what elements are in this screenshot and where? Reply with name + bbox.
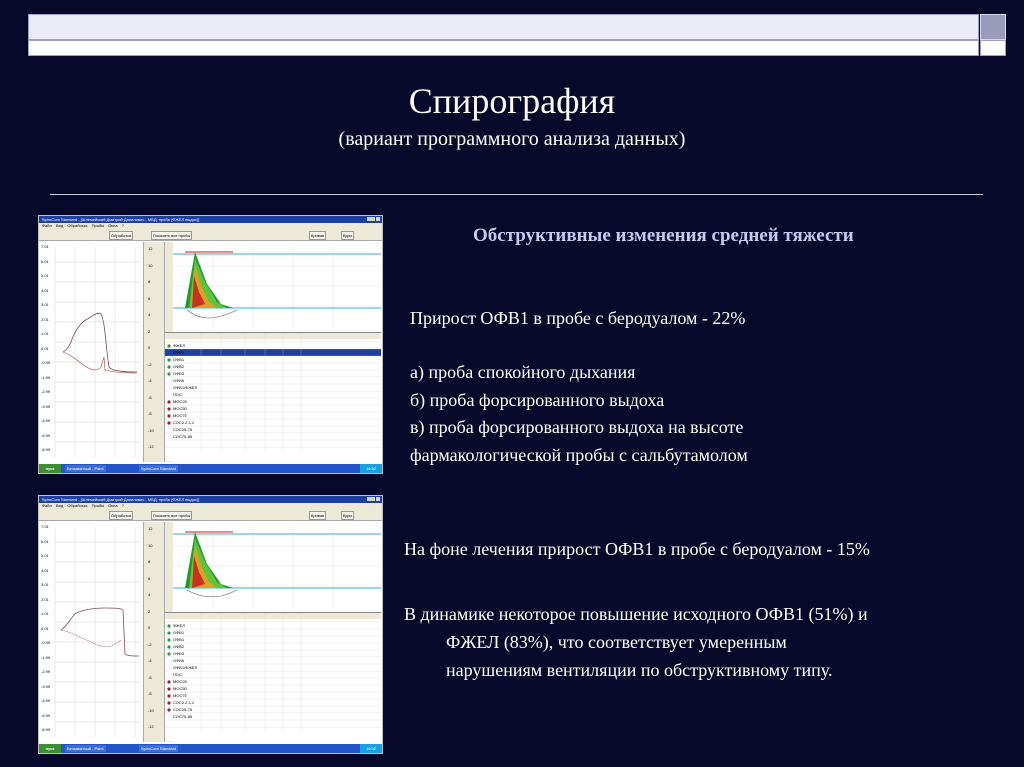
parameter-row-label: СОС0.2-1.2: [173, 700, 195, 705]
phase-select[interactable]: Вдох: [343, 513, 353, 518]
flow-tick-label: -2: [148, 641, 152, 647]
volume-tick-label: 3.01: [41, 302, 49, 307]
flow-tick-label: -6: [148, 674, 152, 680]
parameter-row-label: ОФВ1: [173, 350, 185, 355]
volume-tick-label: -0.99: [41, 640, 51, 645]
flow-tick-label: -10: [148, 707, 154, 713]
flow-tick-label: -4: [148, 658, 152, 663]
volume-time-chart: [41, 522, 143, 742]
parameter-row-label: ОФВ1: [173, 637, 185, 642]
flow-tick-label: -4: [148, 378, 152, 383]
flow-axis: [143, 522, 165, 742]
flow-tick-label: 10: [148, 542, 153, 548]
spirocom-screenshot-2: [38, 495, 383, 754]
flow-tick-label: 12: [148, 246, 153, 251]
menu-process[interactable]: Обработка: [67, 223, 88, 228]
list-item-c-continued: фармакологической пробы с сальбутамолом: [410, 445, 748, 465]
flow-volume-plot: [173, 526, 381, 608]
volume-tick-label: 0.01: [41, 625, 49, 631]
parameter-row-label: ОФВ1/ФЖЕЛ: [173, 665, 198, 670]
parameter-row-label: МОС75: [173, 693, 187, 698]
list-item-b: б) проба форсированного выдоха: [410, 390, 665, 410]
volume-tick-label: 7.01: [41, 524, 49, 529]
parameters-grid: [165, 613, 381, 741]
window-controls: [366, 497, 380, 502]
parameter-row-label: СОС25-75: [173, 427, 193, 432]
volume-tick-label: -0.99: [41, 360, 51, 365]
taskbar-spirocom[interactable]: SpiroCom Standard: [141, 746, 177, 751]
top-decor-bar-lower: [28, 40, 979, 56]
phase-select[interactable]: Вдох: [343, 233, 353, 238]
parameter-row-label: МОС50: [173, 686, 187, 691]
taskbar: [39, 744, 382, 753]
parameter-row-label: ФЖЕЛ: [173, 343, 186, 348]
title-divider: [50, 194, 983, 195]
flow-tick-label: 8: [148, 559, 151, 564]
start-button[interactable]: пуск: [39, 744, 61, 753]
parameter-row-label: МОС25: [173, 399, 187, 404]
volume-tick-label: -2.99: [41, 389, 51, 394]
menu-windows[interactable]: Окна: [108, 503, 118, 508]
volume-tick-label: -2.99: [41, 669, 51, 674]
window-title: SpiroCom Standard - [Шлемейский Дмитрий Данилович - МБД: проба (ФЖЕЛ выдох)]: [42, 497, 200, 502]
volume-tick-label: 1.01: [41, 611, 49, 616]
flow-tick-label: 0: [148, 625, 151, 630]
section-heading: Обструктивные изменения средней тяжести: [473, 225, 854, 246]
volume-tick-label: 6.01: [41, 258, 49, 264]
taskbar-paint[interactable]: Безымянный - Paint: [67, 746, 104, 751]
taskbar: [39, 464, 382, 473]
parameters-grid: [165, 333, 381, 461]
flow-tick-label: -12: [148, 444, 154, 449]
flow-tick-label: 6: [148, 295, 151, 301]
volume-tick-label: -1.99: [41, 374, 51, 380]
menu-help[interactable]: ?: [121, 223, 124, 228]
start-button[interactable]: пуск: [39, 464, 61, 473]
parameter-row-label: ОФВ6: [173, 378, 185, 383]
dynamics-line-3: нарушениям вентиляции по обструктивному типу.: [446, 660, 833, 680]
toolbar: [39, 229, 382, 241]
spirocom-screenshot-1: [38, 215, 383, 474]
volume-tick-label: -3.99: [41, 403, 51, 409]
parameter-row-label: ОФВ3: [173, 371, 185, 376]
menu-tests[interactable]: Пробы: [91, 223, 105, 228]
volume-tick-label: -1.99: [41, 654, 51, 660]
flow-volume-plot: [173, 246, 381, 328]
parameter-row-label: ОФВ2: [173, 364, 185, 369]
volume-time-plot: [41, 522, 143, 742]
volume-tick-label: -6.99: [41, 447, 51, 452]
volume-time-chart: [41, 242, 143, 462]
volume-tick-label: 2.01: [41, 316, 49, 322]
prirost-line: Прирост ОФВ1 в пробе с беродуалом - 22%: [410, 308, 746, 328]
flow-tick-label: -8: [148, 691, 152, 696]
parameter-row-label: ОФВ1/ФЖЕЛ: [173, 385, 198, 390]
show-all-tests-button[interactable]: Показать все пробы: [153, 513, 191, 518]
volume-tick-label: 3.01: [41, 582, 49, 587]
process-button[interactable]: Обработка: [111, 233, 132, 238]
window-title: SpiroCom Standard - [Шлемейский Дмитрий Данилович - МБД: проба (ФЖЕЛ выдох)]: [42, 217, 200, 222]
volume-tick-label: -5.99: [41, 432, 51, 438]
parameter-row-label: МОС75: [173, 413, 187, 418]
process-button[interactable]: Обработка: [111, 513, 132, 518]
volume-tick-label: 2.01: [41, 596, 49, 602]
parameter-row-label: МОС25: [173, 679, 187, 684]
show-all-tests-button[interactable]: Показать все пробы: [153, 233, 191, 238]
flow-volume-chart: [173, 526, 381, 608]
volume-tick-label: -4.99: [41, 698, 51, 703]
menu-tests[interactable]: Пробы: [91, 503, 105, 508]
volume-tick-label: 4.01: [41, 567, 49, 573]
parameter-row-label: ПОС: [173, 672, 182, 677]
flow-tick-label: 2: [148, 608, 151, 614]
top-decor-square-lower: [980, 40, 1006, 56]
flow-tick-label: 12: [148, 526, 153, 531]
volume-tick-label: -3.99: [41, 683, 51, 689]
window-titlebar: [39, 216, 382, 223]
flow-tick-label: -10: [148, 427, 154, 433]
flow-tick-label: -2: [148, 361, 152, 367]
dynamics-line-1: В динамике некоторое повышение исходного ОФВ1 (51%) и: [404, 604, 868, 624]
volume-tick-label: -5.99: [41, 712, 51, 718]
flow-volume-chart: [173, 246, 381, 328]
curve-select[interactable]: Кривая: [311, 513, 325, 518]
parameter-row-label: ОФВ2: [173, 644, 185, 649]
flow-tick-label: 0: [148, 345, 151, 350]
flow-tick-label: -8: [148, 411, 152, 416]
volume-tick-label: 5.01: [41, 273, 49, 278]
curve-select[interactable]: Кривая: [311, 233, 325, 238]
taskbar-clock: 14:52: [360, 744, 382, 753]
menu-help[interactable]: ?: [121, 503, 124, 508]
parameter-row-label: СОС75-85: [173, 434, 193, 439]
volume-tick-label: 4.01: [41, 287, 49, 293]
slide-subtitle: (вариант программного анализа данных): [338, 128, 686, 150]
flow-tick-label: 4: [148, 312, 151, 317]
volume-tick-label: 0.01: [41, 345, 49, 351]
parameters-table: [165, 612, 381, 741]
parameter-row-label: ОФВ1: [173, 630, 185, 635]
flow-tick-label: 6: [148, 575, 151, 581]
slide-title: Спирография: [408, 81, 616, 121]
flow-tick-label: 4: [148, 592, 151, 597]
list-item-c: в) проба форсированного выдоха на высоте: [410, 417, 744, 437]
flow-tick-label: 8: [148, 279, 151, 284]
volume-tick-label: 5.01: [41, 553, 49, 558]
parameter-row-label: СОС75-85: [173, 714, 193, 719]
menu-view[interactable]: Вид: [55, 223, 64, 228]
parameter-row-label: ОФВ3: [173, 651, 185, 656]
menu-process[interactable]: Обработка: [67, 503, 88, 508]
parameter-row-label: СОС25-75: [173, 707, 193, 712]
taskbar-paint[interactable]: Безымянный - Paint: [67, 466, 104, 471]
window-controls: [366, 217, 380, 222]
flow-tick-label: -12: [148, 724, 154, 729]
menu-windows[interactable]: Окна: [108, 223, 118, 228]
list-item-a: а) проба спокойного дыхания: [410, 362, 636, 382]
top-decor-square: [980, 14, 1006, 40]
flow-tick-label: 10: [148, 262, 153, 268]
flow-tick-label: -6: [148, 394, 152, 400]
toolbar: [39, 509, 382, 521]
top-decor-bar: [28, 14, 979, 40]
menu-file[interactable]: Файл: [42, 223, 52, 228]
volume-tick-label: 7.01: [41, 244, 49, 249]
treatment-line: На фоне лечения прирост ОФВ1 в пробе с беродуалом - 15%: [404, 539, 870, 559]
window-titlebar: [39, 496, 382, 503]
flow-tick-label: 2: [148, 328, 151, 334]
volume-tick-label: -4.99: [41, 418, 51, 423]
parameter-row-label: ОФВ1: [173, 357, 185, 362]
volume-time-plot: [41, 242, 143, 462]
parameter-row-label: ОФВ6: [173, 658, 185, 663]
parameter-row-label: СОС0.2-1.2: [173, 420, 195, 425]
menu-file[interactable]: Файл: [42, 503, 52, 508]
taskbar-clock: 14:52: [360, 464, 382, 473]
parameter-row-label: ПОС: [173, 392, 182, 397]
parameter-row-label: ФЖЕЛ: [173, 623, 186, 628]
parameter-row-label: МОС50: [173, 406, 187, 411]
volume-tick-label: 1.01: [41, 331, 49, 336]
dynamics-line-2: ФЖЕЛ (83%), что соответствует умеренным: [446, 632, 787, 652]
menu-view[interactable]: Вид: [55, 503, 64, 508]
volume-tick-label: -6.99: [41, 727, 51, 732]
volume-tick-label: 6.01: [41, 538, 49, 544]
parameters-table: [165, 332, 381, 461]
flow-axis: [143, 242, 165, 462]
taskbar-spirocom[interactable]: SpiroCom Standard: [141, 466, 177, 471]
